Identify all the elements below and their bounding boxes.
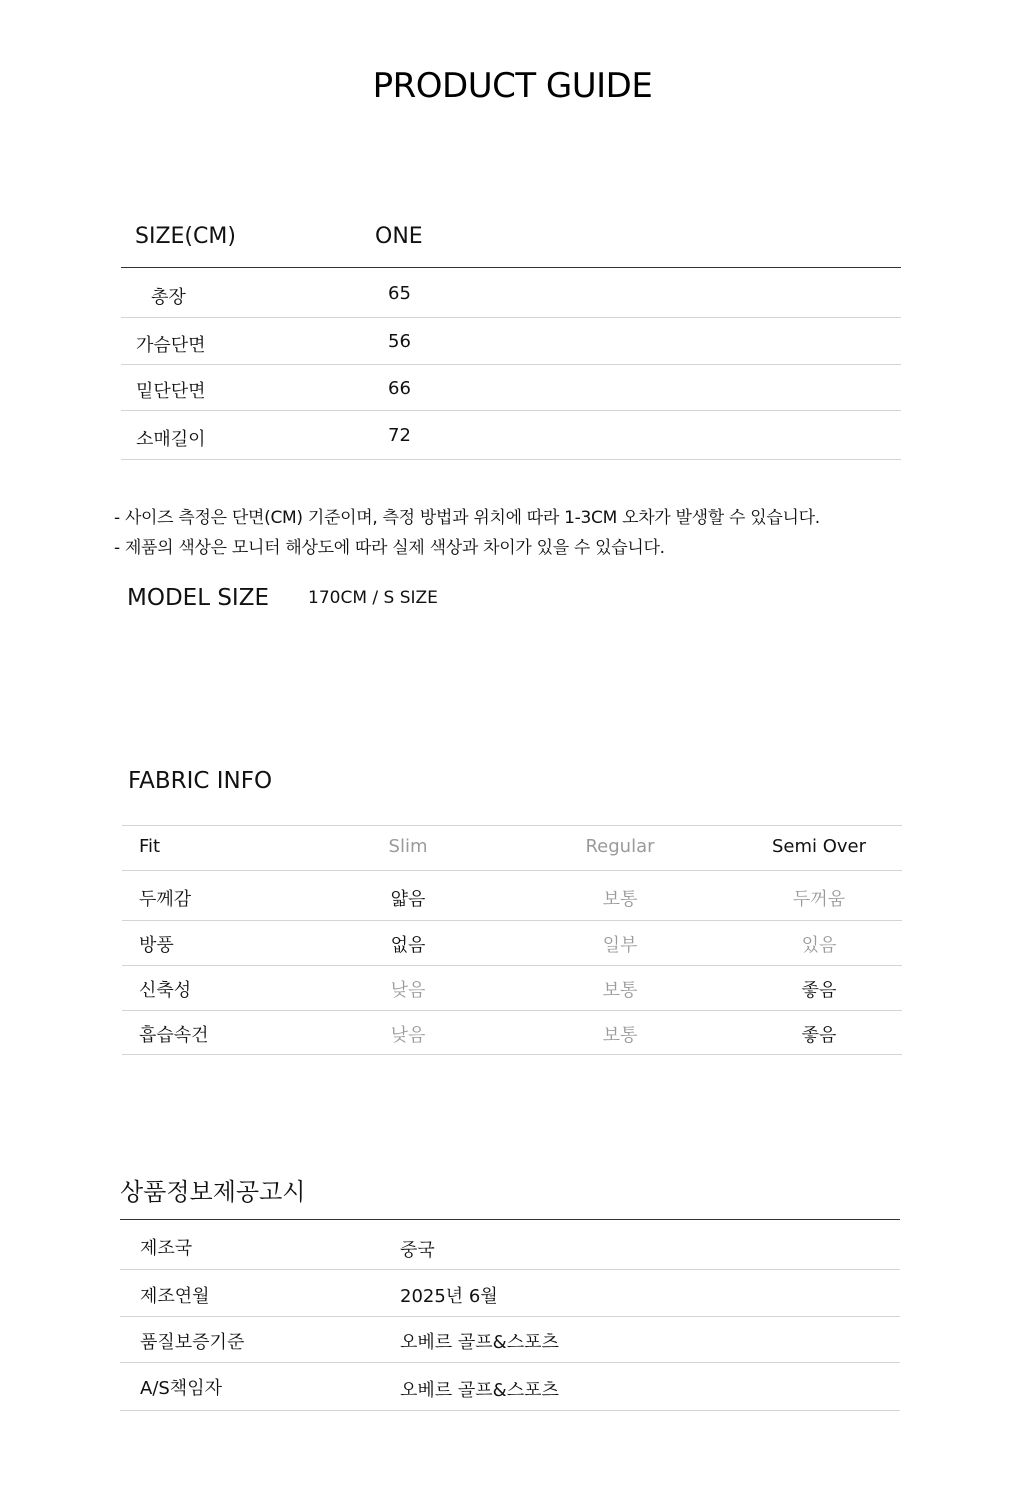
notice-row-label: A/S책임자 <box>140 1378 222 1399</box>
size-row-label: 소매길이 <box>136 429 206 450</box>
notice-row-value: 2025년 6월 <box>400 1286 498 1307</box>
notice-row-value: 오베르 골프&스포츠 <box>400 1332 559 1353</box>
fabric-option: 일부 <box>602 935 638 956</box>
fabric-row-divider <box>122 965 902 966</box>
fabric-option: Regular <box>585 836 655 857</box>
model-size-label: MODEL SIZE <box>127 585 269 611</box>
fabric-row-label: Fit <box>139 836 161 857</box>
notice-top-divider <box>120 1219 900 1220</box>
size-row-divider <box>121 459 901 460</box>
page-title: PRODUCT GUIDE <box>372 66 653 106</box>
fabric-option: 낮음 <box>390 980 426 1001</box>
size-row-label: 총장 <box>151 287 186 308</box>
notice-row-divider <box>120 1316 900 1317</box>
fabric-bottom-divider <box>122 1054 902 1055</box>
size-row-value: 66 <box>388 378 411 399</box>
size-row-divider <box>121 410 901 411</box>
size-row-value: 65 <box>388 283 411 304</box>
fabric-row-label: 흡습속건 <box>139 1025 209 1046</box>
notice-row-value: 오베르 골프&스포츠 <box>400 1380 559 1401</box>
size-row-divider <box>121 317 901 318</box>
fabric-row-divider <box>122 1010 902 1011</box>
size-table-top-divider <box>121 267 901 268</box>
color-note: - 제품의 색상은 모니터 해상도에 따라 실제 색상과 차이가 있을 수 있습니다. <box>114 538 665 558</box>
fabric-option: 얇음 <box>390 889 426 910</box>
fabric-option: Slim <box>388 836 428 857</box>
fabric-option: 두꺼움 <box>792 889 846 910</box>
fabric-row-label: 신축성 <box>139 980 192 1001</box>
fabric-option: 좋음 <box>801 980 837 1001</box>
fabric-info-title: FABRIC INFO <box>128 768 273 794</box>
size-row-divider <box>121 364 901 365</box>
size-row-label: 밑단단면 <box>136 381 206 402</box>
size-header-one: ONE <box>375 224 423 249</box>
size-row-label: 가슴단면 <box>136 335 206 356</box>
fabric-option: 좋음 <box>801 1025 837 1046</box>
notice-bottom-divider <box>120 1410 900 1411</box>
notice-row-label: 품질보증기준 <box>140 1332 245 1353</box>
product-notice-title: 상품정보제공고시 <box>120 1178 306 1206</box>
fabric-top-divider <box>122 825 902 826</box>
fabric-option: 보통 <box>602 1025 638 1046</box>
notice-row-label: 제조국 <box>140 1238 193 1259</box>
notice-row-divider <box>120 1362 900 1363</box>
size-header-label: SIZE(CM) <box>135 224 236 249</box>
size-row-value: 56 <box>388 331 411 352</box>
fabric-option: Semi Over <box>771 836 867 857</box>
notice-row-label: 제조연월 <box>140 1286 210 1307</box>
fabric-option: 있음 <box>801 935 837 956</box>
model-size-value: 170CM / S SIZE <box>308 588 438 608</box>
fabric-option: 보통 <box>602 980 638 1001</box>
fabric-option: 없음 <box>390 935 426 956</box>
notice-row-value: 중국 <box>400 1240 435 1261</box>
fabric-row-label: 두께감 <box>139 889 192 910</box>
notice-row-divider <box>120 1269 900 1270</box>
fabric-option: 낮음 <box>390 1025 426 1046</box>
fabric-row-divider <box>122 870 902 871</box>
fabric-option: 보통 <box>602 889 638 910</box>
fabric-row-divider <box>122 920 902 921</box>
size-row-value: 72 <box>388 425 411 446</box>
size-note: - 사이즈 측정은 단면(CM) 기준이며, 측정 방법과 위치에 따라 1-3CM 오차가 발생할 수 있습니다. <box>114 508 820 528</box>
fabric-row-label: 방풍 <box>139 935 174 956</box>
